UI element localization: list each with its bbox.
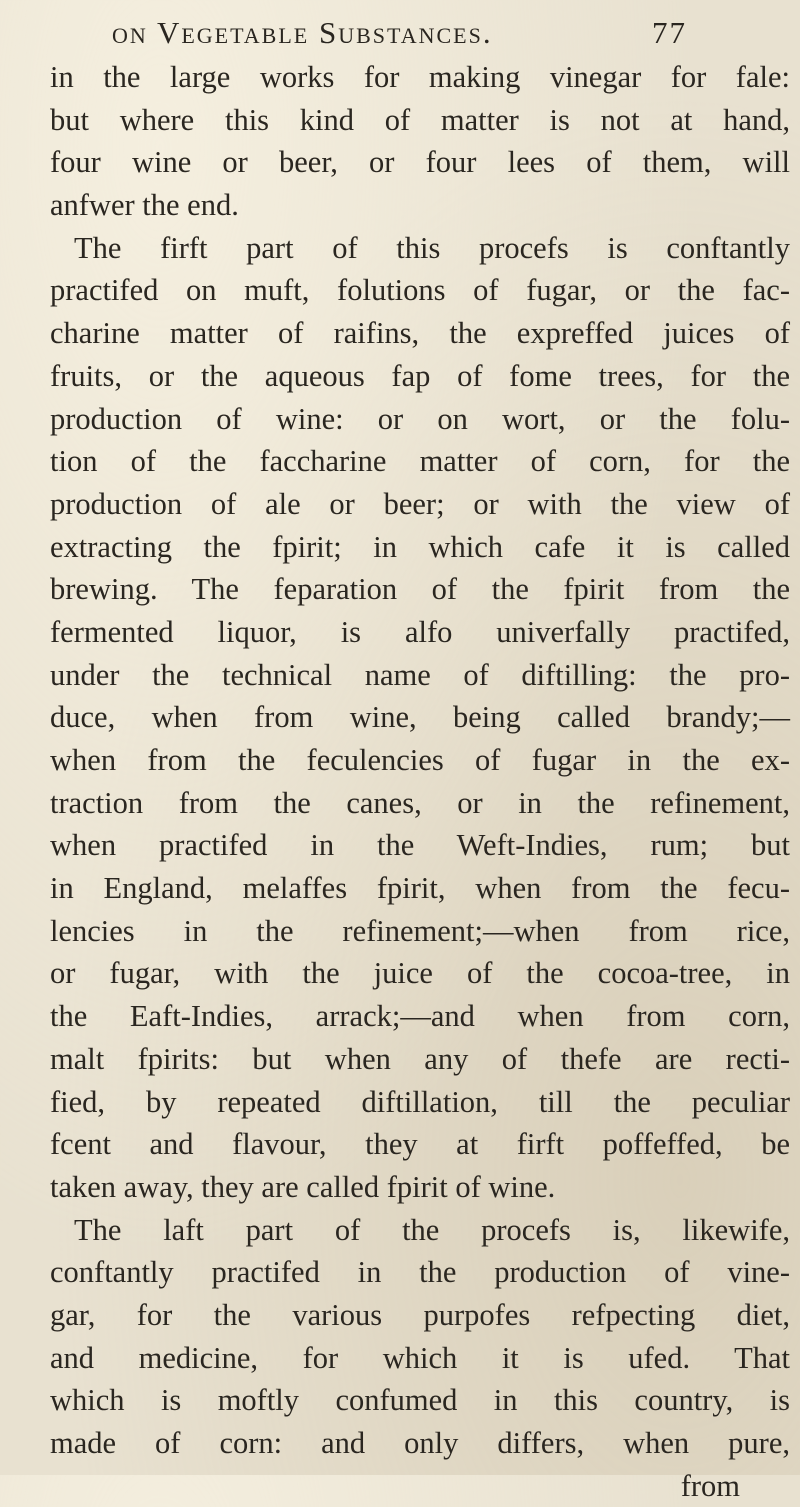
text-line: duce, when from wine, being called brandy;—: [50, 700, 790, 735]
text-line: traction from the canes, or in the refinement,: [50, 785, 790, 820]
text-line: anfwer the end.: [50, 188, 239, 223]
text-line: or fugar, with the juice of the cocoa-tree, in: [50, 956, 790, 991]
text-line: fcent and flavour, they at firft poffeffed, be: [50, 1127, 790, 1162]
text-line: but where this kind of matter is not at hand,: [50, 102, 790, 137]
body-text: [50, 56, 790, 1507]
text-line: gar, for the various purpofes refpecting diet,: [50, 1297, 790, 1332]
text-line: fruits, or the aqueous fap of fome trees, for the: [50, 358, 790, 393]
text-line: charine matter of raifins, the expreffed juices of: [50, 316, 790, 351]
paragraph-start-line: The firft part of this procefs is conftantly: [74, 230, 790, 265]
text-line: four wine or beer, or four lees of them, will: [50, 145, 790, 180]
text-line: in the large works for making vinegar for fale:: [50, 60, 790, 94]
text-line: production of ale or beer; or with the view of: [50, 486, 790, 521]
paragraph-start-line: The laft part of the procefs is, likewife,: [74, 1212, 790, 1247]
page-number: 77: [652, 15, 687, 50]
text-line: fied, by repeated diftillation, till the peculiar: [50, 1084, 790, 1119]
text-line: made of corn: and only differs, when pure,: [50, 1426, 790, 1460]
catchword: from: [680, 1468, 740, 1503]
text-line: taken away, they are called fpirit of wine.: [50, 1169, 556, 1204]
text-line: malt fpirits: but when any of thefe are recti-: [50, 1041, 790, 1076]
text-line: tion of the faccharine matter of corn, for the: [50, 444, 790, 479]
text-line: conftantly practifed in the production of vine-: [50, 1255, 790, 1290]
text-line: the Eaft-Indies, arrack;—and when from corn,: [50, 999, 790, 1034]
text-line: in England, melaffes fpirit, when from the fecu-: [50, 871, 790, 906]
text-line: and medicine, for which it is ufed. That: [50, 1340, 790, 1375]
text-line: lencies in the refinement;—when from rice,: [50, 913, 790, 948]
text-line: when from the feculencies of fugar in the ex-: [50, 743, 790, 777]
running-title: on Vegetable Substances.: [112, 15, 493, 50]
running-head: [112, 10, 792, 56]
text-line: under the technical name of diftilling: the pro-: [50, 657, 790, 692]
text-line: brewing. The feparation of the fpirit from the: [50, 572, 790, 607]
text-line: production of wine: or on wort, or the folu-: [50, 401, 790, 436]
text-line: when practifed in the Weft-Indies, rum; but: [50, 828, 790, 863]
text-line: practifed on muft, folutions of fugar, or the fac-: [50, 273, 790, 308]
text-line: extracting the fpirit; in which cafe it is called: [50, 529, 790, 564]
text-line: fermented liquor, is alfo univerfally practifed,: [50, 614, 790, 649]
text-line: which is moftly confumed in this country, is: [50, 1383, 790, 1418]
